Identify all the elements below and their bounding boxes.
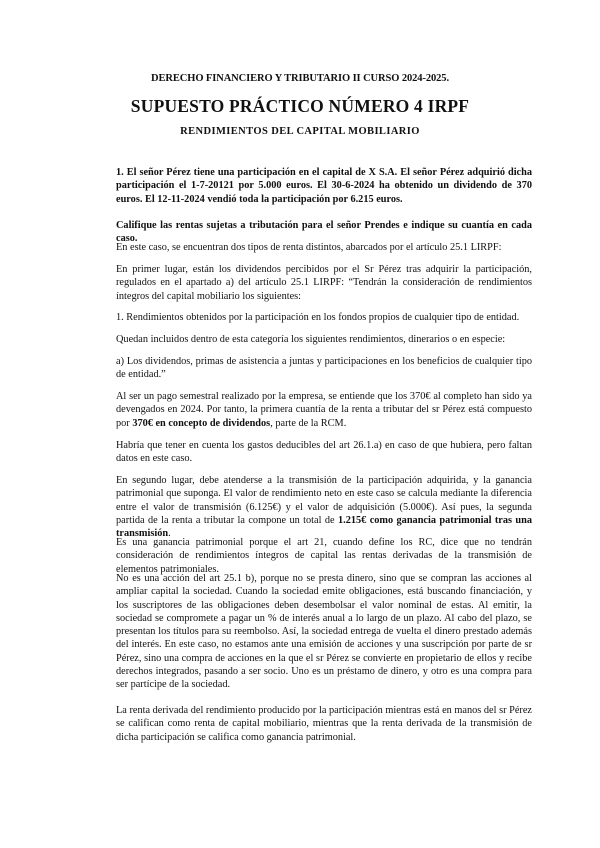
paragraph-dividend-tail: , parte de la RCM.: [270, 417, 347, 429]
document-subtitle: RENDIMIENTOS DEL CAPITAL MOBILIARIO: [180, 126, 420, 137]
paragraph-not-article-25-1b: No es una acción del art 25.1 b), porque no se presta dinero, sino que se compran las acciones al ampliar capital la sociedad. Cuando la sociedad emite obligaciones, está buscando financiación, y los suscriptores de las obligaciones deben desembolsar el valor nominal de estas. Al emitir, la sociedad se compromete a pagar un % de interés anual a lo largo de un plazo. Al cabo del plazo, se presentan los títulos para su reembolso. Así, la sociedad entrega de vuelta el dinero prestado además del interés. En este caso, no estamos ante una emisión de acciones y una suscripción por parte de sr Pérez, sino una compra de acciones en la que el sr Pérez se convierte en propietario de ellos y recibe derechos integrados, pasando a ser socio. Uno es un préstamo de dinero, y otro es una compra para ser partícipe de la sociedad.: [116, 573, 532, 691]
paragraph-dividend-text: Al ser un pago semestral realizado por la empresa, se entiende que los 370€ al completo han sido ya devengados en 2024. Por tanto, la primera cuantía de la renta a tributar del sr Pérez está compuesto por: [116, 391, 532, 429]
paragraph-capital-gain-reason: Es una ganancia patrimonial porque el art 21, cuando define los RC, dice que no tendrán consideración de rendimientos íntegros de capital las rentas derivadas de la transmisión de elementos patrimoniales.: [116, 537, 532, 575]
paragraph-intro: En este caso, se encuentran dos tipos de renta distintos, abarcados por el artículo 25.1 LIRPF:: [116, 242, 502, 253]
paragraph-dividend-amount: [116, 390, 532, 430]
paragraph-deductible-expenses: Habría que tener en cuenta los gastos deducibles del art 26.1.a) en caso de que hubiera, pero faltan datos en este caso.: [116, 440, 532, 465]
dividend-amount-highlight: 370€ en concepto de dividendos: [132, 417, 271, 429]
paragraph-conclusion: La renta derivada del rendimiento producido por la participación mientras está en manos del sr Pérez se califican como renta de capital mobiliario, mientras que la renta derivada de la transmisión de dicha participación se califica como ganancia patrimonial.: [116, 705, 532, 743]
case-question: Califique las rentas sujetas a tributación para el señor Prendes e indique su cuantía en cada caso.: [116, 220, 532, 245]
paragraph-transmission: [116, 474, 532, 540]
capital-gain-highlight: 1.215€ como ganancia patrimonial tras una transmisión: [116, 514, 532, 540]
paragraph-law-included: Quedan incluidos dentro de esta categoría los siguientes rendimientos, dinerarios o en especie:: [116, 334, 506, 345]
paragraph-transmission-tail: .: [168, 528, 171, 540]
case-statement: 1. El señor Pérez tiene una participación en el capital de X S.A. El señor Pérez adquirió dicha participación el 1-7-20121 por 5.000 euros. El 30-6-2024 ha obtenido un dividendo de 370 euros. El 12-11-2024 vendió toda la participación por 6.215 euros.: [116, 167, 532, 205]
paragraph-law-item-a: a) Los dividendos, primas de asistencia a juntas y participaciones en los beneficios de cualquier tipo de entidad.”: [116, 356, 532, 381]
paragraph-law-point-1: 1. Rendimientos obtenidos por la participación en los fondos propios de cualquier tipo de entidad.: [116, 312, 520, 323]
course-header: DERECHO FINANCIERO Y TRIBUTARIO II CURSO 2024-2025.: [151, 73, 449, 84]
paragraph-dividends: En primer lugar, están los dividendos percibidos por el Sr Pérez tras adquirir la participación, regulados en el apartado a) del artículo 25.1 LIRPF: “Tendrán la consideración de rendimientos íntegros del capital mobiliario los siguientes:: [116, 264, 532, 302]
paragraph-transmission-text: En segundo lugar, debe atenderse a la transmisión de la participación adquirida, y la ganancia patrimonial que suponga. El valor de rendimiento neto en este caso se calcula mediante la diferencia entre el valor de transmisión (6.125€) y el valor de adquisición (5.000€). Así pues, la segunda partida de la renta a tributar la compone un total de: [116, 475, 532, 526]
document-title: SUPUESTO PRÁCTICO NÚMERO 4 IRPF: [130, 96, 470, 116]
